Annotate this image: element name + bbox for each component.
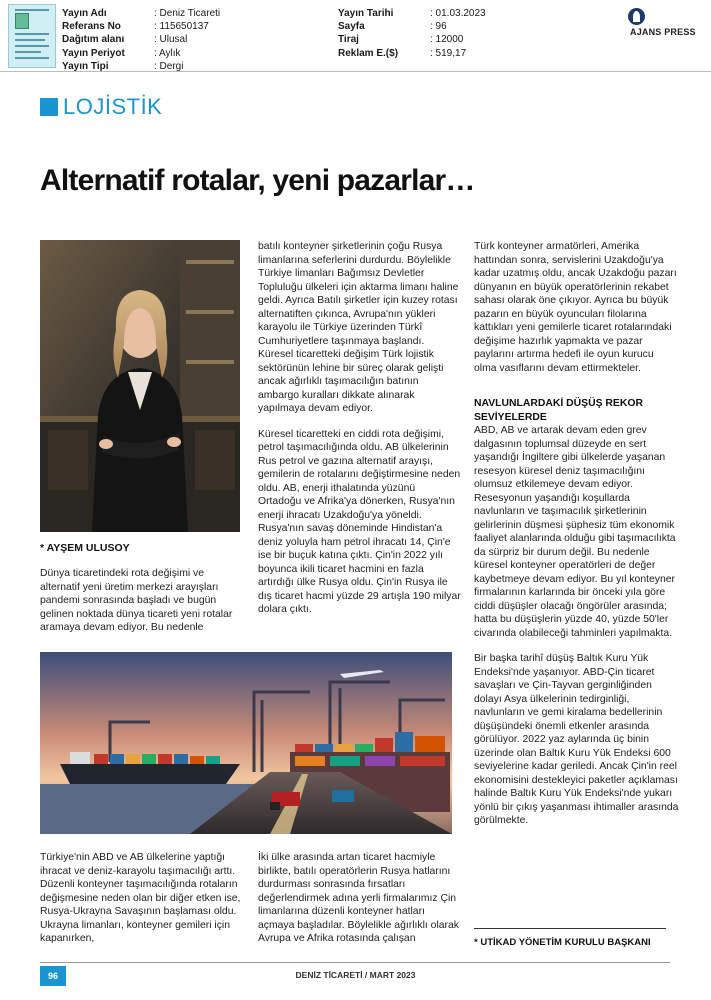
meta-row <box>62 60 220 73</box>
meta-value: : Dergi <box>154 60 184 72</box>
meta-value: : 01.03.2023 <box>430 8 486 19</box>
meta-key: Yayın Tipi <box>62 60 109 72</box>
meta-value: : Aylık <box>154 47 181 59</box>
meta-value: : 519,17 <box>430 47 467 59</box>
author-portrait <box>40 240 240 532</box>
metadata-left <box>62 7 220 73</box>
author-byline: * AYŞEM ULUSOY <box>40 542 130 554</box>
paragraph: ABD, AB ve artarak devam eden grev dalgasının toplumsal düzeyde en sert yaşandığı İngiltere gibi ülkelerde yaşanan resesyon küresel deniz taşımacılığını olumsuz etkilemeye devam ediyor. Resesyonun yaşandığı koşullarda navlunların ve taşımacılık şirketlerinin gelirlerinin düşmesi şüphesiz tüm ekonomik faaliyet alanlarında olduğu gibi taşımacılıkta da sürpriz bir durum değil. Bu nedenle küresel konteyner operatörleri de değer kaybetmeye devam ediyor. Bu yıl konteyner firmalarının karlarında bir önceki yıla göre ciddi düşüşler olacağı öngörüler arasında; hatta bu düşüşlerin yüzde 40, yüzde 50'ler civarında olabileceği tahminleri yapılmakta. <box>474 425 676 639</box>
meta-key: Yayın Periyot <box>62 47 125 59</box>
meta-value: : 12000 <box>430 34 464 46</box>
meta-key: Reklam E.($) <box>338 47 399 59</box>
body-column-1-top <box>40 567 243 635</box>
meta-row <box>62 20 220 33</box>
section-square-icon <box>40 98 58 116</box>
meta-key: Tiraj <box>338 34 359 46</box>
meta-value: : 96 <box>430 21 447 33</box>
paragraph: batılı konteyner şirketlerinin çoğu Rusya limanlarına seferlerini durdurdu. Böylelikle Türkiye limanları Bağımsız Devletler Topluluğu ülkeleri için aktarma limanı haline geldi. Ayrıca Batılı şirketler için kuzey rotası alternatiften çıkınca, Avrupa'nın yükleri karayolu ile Türkiye üzerinden Türkî Cumhuriyetlere taşınmaya başlandı. Küresel ticaretteki değişim Türk lojistik sektörünün lehine bir süreç olarak gelişti ancak ağırlıklı taşımacılığın batının ambargo kuralları dikkate alınarak yapılmaya devam ediyor. <box>258 241 459 414</box>
note-divider <box>474 928 666 929</box>
paragraph: Türk konteyner armatörleri, Amerika hattından sonra, servislerini Uzakdoğu'ya kadar uzatmış oldu, ancak Uzakdoğu pazarı dünyanın en büyük operatörlerinin rekabet sahası olarak öne çıkıyor. Ayrıca bu büyük pazarın en büyük oyuncuları filolarına kattıkları yeni gemilerle ticaret rotalarındaki değişime hazırlık yapmakta ve pazar paylarını artırma hedefi ile oyun kurucu olma vasıflarını devam ettirmekteler. <box>474 241 677 374</box>
section-label <box>40 96 162 118</box>
paragraph: İki ülke arasında artan ticaret hacmiyle birlikte, batılı operatörlerin Rusya hatlarını durdurması sonrasında fırsatları değerlendirmek adına yerli firmalarımız Çin limanlarına düzenli konteyner hatları açmaya başladılar. Böylelikle ağırlıklı olarak Avrupa ve Afrika rotasında çalışan <box>258 852 459 944</box>
meta-row <box>62 33 220 46</box>
thumbnail-image <box>15 13 29 29</box>
meta-row <box>338 20 486 33</box>
meta-row <box>62 7 220 20</box>
meta-row <box>338 7 486 20</box>
footer-divider <box>40 962 670 963</box>
paragraph: Bir başka tarihî düşüş Baltık Kuru Yük Endeksi'nde yaşanıyor. ABD-Çin ticaret savaşları ve Çin-Tayvan gerginliğinden dolayı Asya ülkelerinin tedirginliği, navlunların ve gemi kiralama bedellerinin düşüşündeki önemli etkenler arasında görülüyor. 2022 yaz aylarında üç binin üzerinde olan Baltık Kuru Yük Endeksi 600 seviyelerine kadar geriledi. Ancak Çin'in reel ekonomisini destekleyici paketler açıklaması halinde Baltık Kuru Yük Endeksi'nde yukarı yönlü bir çıkış yaşanması ihtimaller arasında görülmekte. <box>474 653 679 826</box>
meta-value: : 115650137 <box>154 21 209 33</box>
meta-row <box>62 47 220 60</box>
page-thumbnail <box>8 4 56 68</box>
paragraph: Dünya ticaretindeki rota değişimi ve alternatif yeni üretim merkezi arayışları pandemi sonrasında başladı ve bugün gelinen noktada dünya ticareti yeni rotalar aramaya devam ediyor. Bu nedenle <box>40 568 233 633</box>
logo-text: AJANS PRESS <box>630 27 696 37</box>
page-number: 96 <box>40 966 66 986</box>
clipping-header <box>0 0 711 72</box>
paragraph: Türkiye'nin ABD ve AB ülkelerine yaptığı ihracat ve deniz-karayolu taşımacılığı arttı. Düzenli konteyner taşımacılığında rotaların değişmesine neden olan bir diğer etken ise, Rusya-Ukrayna Savaşının başlaması oldu. Ukrayna limanları, konteyner gemileri için kapanırken, <box>40 852 241 944</box>
meta-row <box>338 33 486 46</box>
body-column-2-top <box>258 240 461 617</box>
meta-key: Referans No <box>62 21 121 33</box>
author-note: * UTİKAD YÖNETİM KURULU BAŞKANI <box>474 937 651 948</box>
metadata-right <box>338 7 486 60</box>
paragraph: Küresel ticaretteki en ciddi rota değişimi, petrol taşımacılığında oldu. AB ülkelerinin Rus petrol ve gazına alternatif arayışı, gemilerin de rotalarını değiştirmesine neden oldu. AB, enerji ithalatında yüzünü Ortadoğu ve Afrika'ya dönerken, Rusya'nın enerji ihracatı Uzakdoğu'ya yöneldi. Rusya'nın savaş döneminde Hindistan'a deniz yoluyla ham petrol ihracatı 14, Çin'e ise bir buçuk katına çıktı. Çin'in 2022 yılı boyunca ikili ticaret hacmini en fazla artırdığı ülke Rusya oldu. Çin'in Rusya ile dış ticaret hacmi yüzde 29 artışla 190 milyar dolara çıktı. <box>258 428 461 615</box>
port-container-ship-image <box>40 652 452 834</box>
meta-value: : Deniz Ticareti <box>154 8 221 19</box>
ajans-press-logo-icon <box>628 8 645 25</box>
subheading: NAVLUNLARDAKİ DÜŞÜŞ REKOR SEVİYELERDE <box>474 398 643 423</box>
meta-key: Yayın Tarihi <box>338 8 394 19</box>
meta-value: : Ulusal <box>154 34 188 46</box>
meta-key: Yayın Adı <box>62 8 107 19</box>
meta-key: Dağıtım alanı <box>62 34 125 46</box>
section-name: LOJİSTİK <box>63 94 163 119</box>
meta-key: Sayfa <box>338 21 365 33</box>
footer-publication: DENİZ TİCARETİ / MART 2023 <box>295 970 416 980</box>
ajans-press-logo <box>626 8 706 38</box>
meta-row <box>338 47 486 60</box>
body-column-2-bottom <box>258 851 461 946</box>
article-title: Alternatif rotalar, yeni pazarlar… <box>40 164 475 197</box>
body-column-1-bottom <box>40 851 243 946</box>
body-column-3 <box>474 240 679 828</box>
